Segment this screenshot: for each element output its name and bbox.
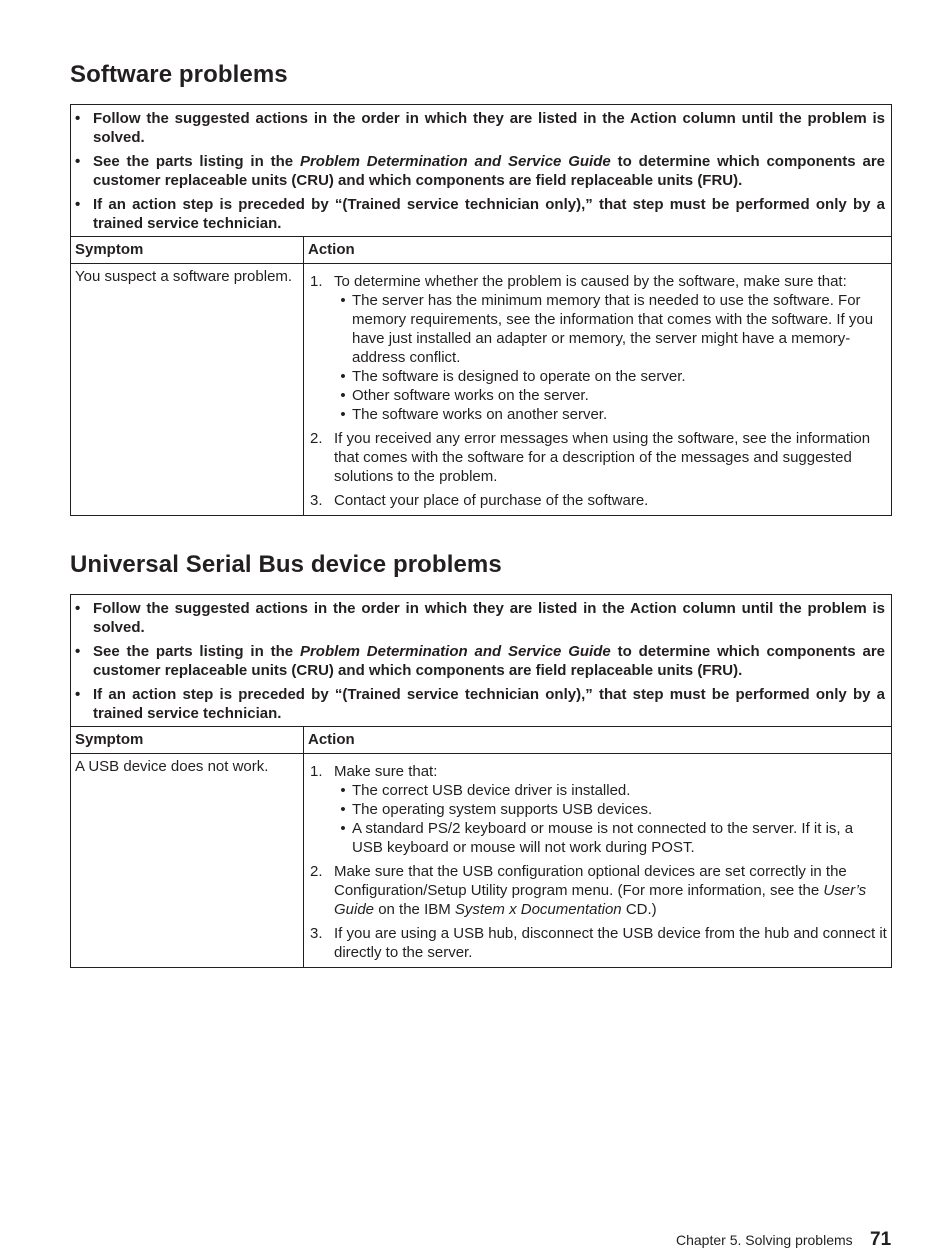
action-substep: • The operating system supports USB devices. xyxy=(340,801,653,818)
symptom-cell: A USB device does not work. xyxy=(71,754,304,968)
note-item: • Follow the suggested actions in the order in which they are listed in the Action column until the problem is solved. xyxy=(75,110,886,146)
column-header-symptom: Symptom xyxy=(71,237,304,264)
action-step: 2. If you received any error messages when using the software, see the information that comes with the software for a description of the messages and suggested solutions to the problem. xyxy=(310,430,871,485)
symptom-cell: You suspect a software problem. xyxy=(71,264,304,516)
footer-chapter: Chapter 5. Solving problems xyxy=(676,1232,853,1248)
note-item: • See the parts listing in the Problem Determination and Service Guide to determine which components are customer replaceable units (CRU) and which components are field replaceable units (FRU). xyxy=(75,153,886,189)
action-substep: • The correct USB device driver is installed. xyxy=(340,782,631,799)
section-title-usb: Universal Serial Bus device problems xyxy=(70,551,502,578)
section-title-software: Software problems xyxy=(70,61,288,88)
notes-box xyxy=(71,595,892,727)
usb-problems-table xyxy=(70,594,892,968)
action-cell xyxy=(304,264,892,516)
column-header-action: Action xyxy=(304,237,892,264)
note-item: • If an action step is preceded by “(Trained service technician only),” that step must be performed only by a trained service technician. xyxy=(75,686,886,722)
action-cell xyxy=(304,754,892,968)
notes-box xyxy=(71,105,892,237)
note-item: • Follow the suggested actions in the order in which they are listed in the Action column until the problem is solved. xyxy=(75,600,886,636)
column-header-symptom: Symptom xyxy=(71,727,304,754)
action-step: 3. Contact your place of purchase of the software. xyxy=(310,492,649,509)
note-item: • If an action step is preceded by “(Trained service technician only),” that step must be performed only by a trained service technician. xyxy=(75,196,886,232)
software-problems-table xyxy=(70,104,892,516)
page-number: 71 xyxy=(870,1229,892,1250)
action-substep: • The software works on another server. xyxy=(340,406,608,423)
action-substep: • A standard PS/2 keyboard or mouse is not connected to the server. If it is, a USB keyboard or mouse will not work during POST. xyxy=(340,820,854,856)
action-substep: • The server has the minimum memory that is needed to use the software. For memory requirements, see the information that comes with the software. If you have just installed an adapter or memory, the server might have a memory-address conflict. xyxy=(340,292,874,366)
column-header-action: Action xyxy=(304,727,892,754)
action-substep: • Other software works on the server. xyxy=(340,387,589,404)
action-step: 2. Make sure that the USB configuration optional devices are set correctly in the Configuration/Setup Utility program menu. (For more information, see the User’s Guide on the IBM System x Documentation CD.) xyxy=(310,863,867,918)
note-item: • See the parts listing in the Problem Determination and Service Guide to determine which components are customer replaceable units (CRU) and which components are field replaceable units (FRU). xyxy=(75,643,886,679)
action-step: 1. To determine whether the problem is caused by the software, make sure that: • The server has the minimum memory that is needed to use the software. For memory requirements, see the information that comes with the software. If you have just installed an adapter or memory, the server might have a memory-address conflict. • The software is designed to operate on the server. • Other software works on the server. • The software works on another server. xyxy=(310,272,887,424)
action-step: 3. If you are using a USB hub, disconnect the USB device from the hub and connect it directly to the server. xyxy=(310,925,887,961)
action-step: 1. Make sure that: • The correct USB device driver is installed. • The operating system supports USB devices. • A standard PS/2 keyboard or mouse is not connected to the server. If it is, a USB keyboard or mouse will not work during POST. xyxy=(310,762,887,857)
action-substep: • The software is designed to operate on the server. xyxy=(340,368,686,385)
